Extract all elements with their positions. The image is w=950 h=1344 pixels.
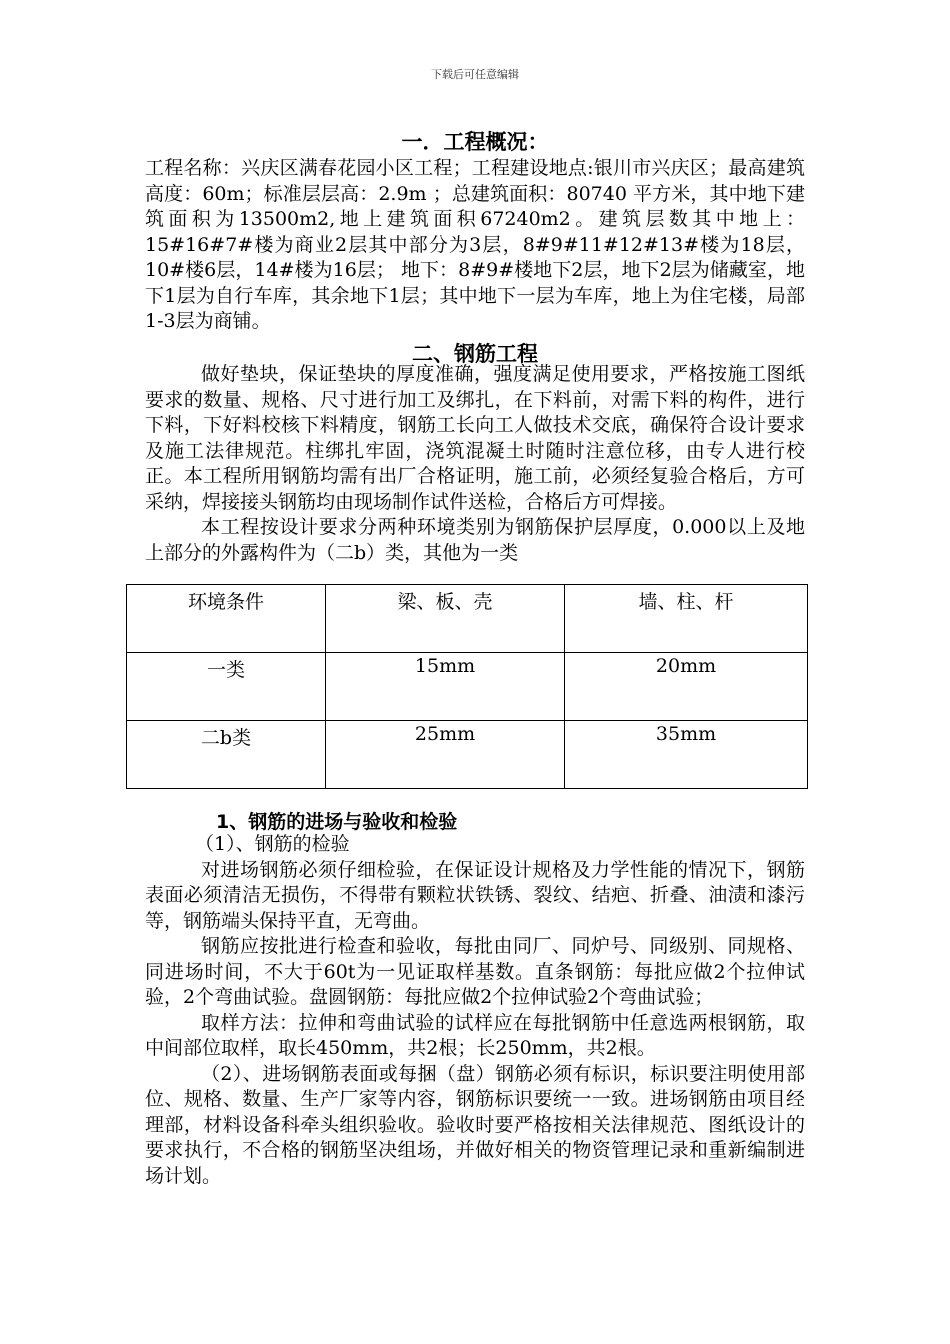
subsection1-paragraph2: 钢筋应按批进行检查和验收，每批由同厂、同炉号、同级别、同规格、同进场时间，不大于60t为一见证取样基数。直条钢筋：每批应做2个拉伸试验，2个弯曲试验。盘圆钢筋：每批应做2个拉伸试验2个弯曲试验； (145, 935, 805, 1008)
table-cell: 20mm (565, 653, 808, 721)
table-row (127, 721, 808, 789)
table-cell: 25mm (326, 721, 565, 789)
table-header-cell: 梁、板、壳 (326, 585, 565, 653)
table-cell: 一类 (127, 653, 326, 721)
subsection1-body (145, 832, 805, 1189)
table-cell: 35mm (565, 721, 808, 789)
table-cell: 二b类 (127, 721, 326, 789)
table-header-row (127, 585, 808, 653)
subsection1-heading: 1、钢筋的进场与验收和检验 (216, 811, 458, 833)
section1-paragraph: 工程名称：兴庆区满春花园小区工程；工程建设地点:银川市兴庆区；最高建筑高度：60m；标准层层高：2.9m ；总建筑面积：80740 平方米，其中地下建筑面积为13500m2,地上建筑面积67240m2。建筑层数其中地上：15#16#7#楼为商业2层其中部分为3层，8#9#11#12#13#楼为18层，10#楼6层，14#楼为16层； 地下：8#9#楼地下2层，地下2层为储藏室，地下1层为自行车库，其余地下1层；其中地下一层为车库，地上为住宅楼，局部1-3层为商铺。 (145, 157, 805, 332)
table-header-cell: 环境条件 (127, 585, 326, 653)
section2-paragraph2: 本工程按设计要求分两种环境类别为钢筋保护层厚度，0.000以上及地上部分的外露构件为（二b）类，其他为一类 (145, 516, 805, 564)
subsection1-item1-label: （1）、钢筋的检验 (195, 833, 350, 855)
section2-paragraph1: 做好垫块，保证垫块的厚度准确，强度满足使用要求，严格按施工图纸要求的数量、规格、尺寸进行加工及绑扎，在下料前，对需下料的构件，进行下料，下好料校核下料精度，钢筋工长向工人做技术交底，确保符合设计要求及施工法律规范。柱绑扎牢固，浇筑混凝土时随时注意位移，由专人进行校正。本工程所用钢筋均需有出厂合格证明，施工前，必须经复验合格后，方可采纳，焊接接头钢筋均由现场制作试件送检，合格后方可焊接。 (145, 363, 805, 513)
table-row (127, 653, 808, 721)
subsection1-paragraph4: （2）、进场钢筋表面或每捆（盘）钢筋必须有标识，标识要注明使用部位、规格、数量、生产厂家等内容，钢筋标识要统一一致。进场钢筋由项目经理部，材料设备科牵头组织验收。验收时要严格按相关法律规范、图纸设计的要求执行，不合格的钢筋坚决组场，并做好相关的物资管理记录和重新编制进场计划。 (145, 1062, 805, 1187)
table-cell: 15mm (326, 653, 565, 721)
section2-body (145, 362, 805, 566)
section2-title: 二、钢筋工程 (412, 342, 538, 366)
subsection1-paragraph3: 取样方法：拉伸和弯曲试验的试样应在每批钢筋中任意选两根钢筋，取中间部位取样，取长450mm，共2根；长250mm，共2根。 (145, 1011, 805, 1059)
subsection1-paragraph1: 对进场钢筋必须仔细检验，在保证设计规格及力学性能的情况下，钢筋表面必须清洁无损伤，不得带有颗粒状铁锈、裂纹、结疤、折叠、油渍和漆污等，钢筋端头保持平直，无弯曲。 (145, 858, 805, 932)
header-note: 下载后可任意编辑 (431, 68, 519, 81)
table-header-cell: 墙、柱、杆 (565, 585, 808, 653)
section1-body (145, 156, 805, 335)
cover-thickness-table (126, 584, 808, 789)
section1-title: 一．工程概况： (401, 130, 549, 154)
